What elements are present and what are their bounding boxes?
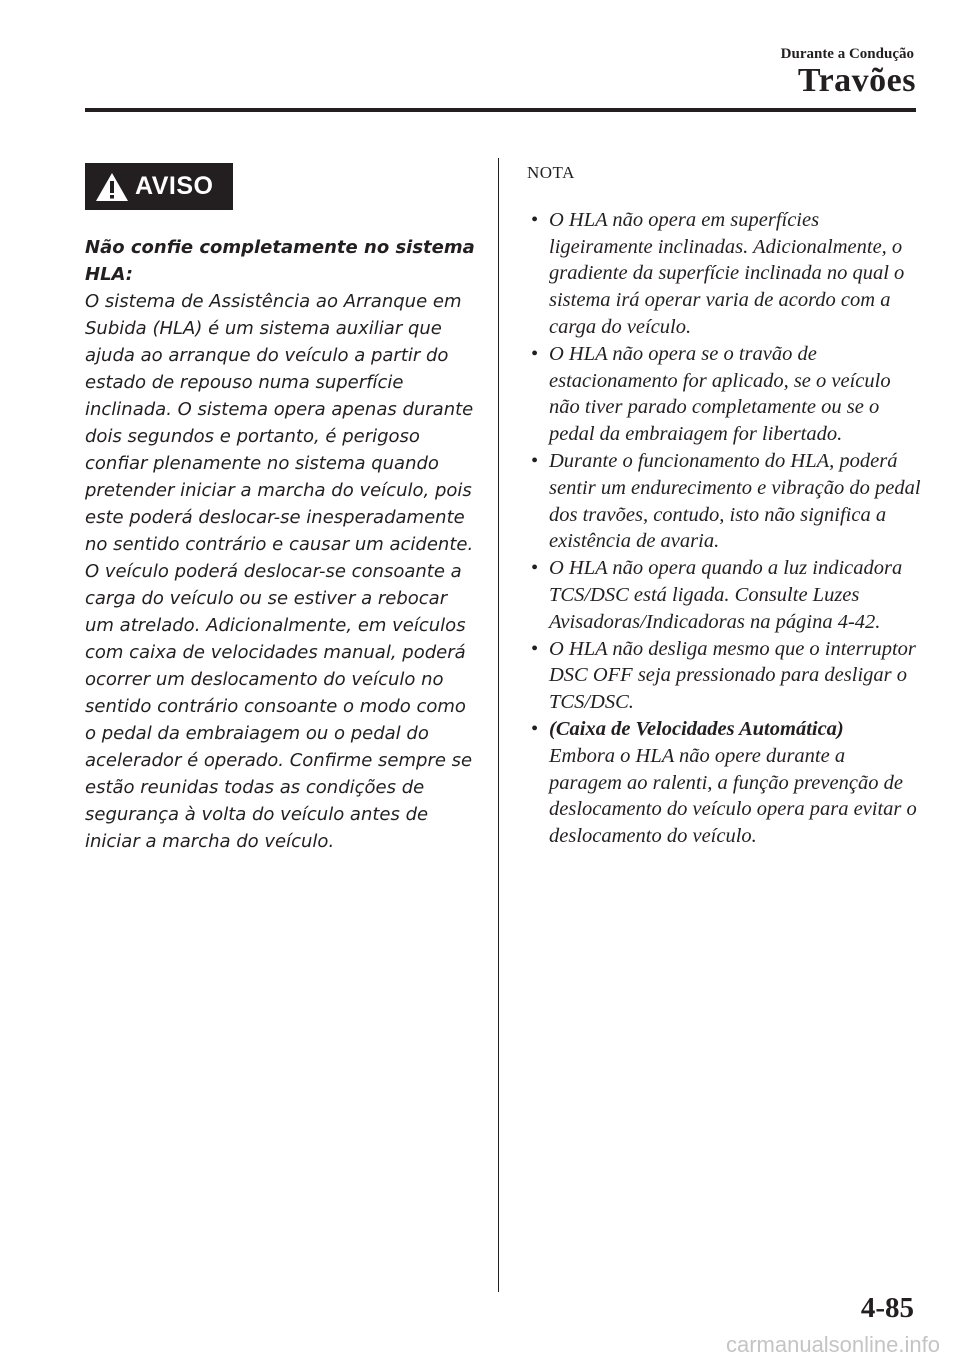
- note-item-head: (Caixa de Velocidades Automática): [549, 717, 844, 740]
- note-item-text: O HLA não opera quando a luz indicadora TCS/DSC está ligada. Consulte Luzes Avisadoras/Indicadoras na página 4-42.: [549, 557, 903, 633]
- bullet-marker: •: [531, 342, 539, 365]
- warning-body: O sistema de Assistência ao Arranque em Subida (HLA) é um sistema auxiliar que ajuda ao arranque do veículo a partir do estado de repouso numa superfície inclinada. O sistema opera apenas durante dois segundos e portanto, é perigoso confiar plenamente no sistema quando pretender iniciar a marcha do veículo, pois este poderá deslocar-se inesperadamente no sentido contrário e causar um acidente. O veículo poderá deslocar-se consoante a carga do veículo ou se estiver a rebocar um atrelado. Adicionalmente, em veículos com caixa de velocidades manual, poderá ocorrer um deslocamento do veículo no sentido contrário consoante o modo como o pedal da embraiagem ou o pedal do acelerador é operado. Confirme sempre se estão reunidas todas as condições de segurança à volta do veículo antes de iniciar a marcha do veículo.: [85, 291, 474, 852]
- section-title: Travões: [797, 62, 916, 99]
- note-item-text: O HLA não opera se o travão de estacionamento for aplicado, se o veículo não tiver parado completamente ou se o pedal da embraiagem for libertado.: [549, 342, 891, 446]
- note-title: NOTA: [527, 163, 575, 182]
- column-divider: [498, 158, 499, 1292]
- bullet-marker: •: [531, 208, 539, 231]
- bullet-marker: •: [531, 557, 539, 580]
- note-item: [527, 341, 922, 448]
- page-number: 4-85: [860, 1292, 914, 1324]
- warning-section: [85, 234, 475, 855]
- bullet-marker: •: [531, 637, 539, 660]
- note-item-text: O HLA não opera em superfícies ligeiramente inclinadas. Adicionalmente, o gradiente da superfície inclinada no qual o sistema irá operar varia de acordo com a carga do veículo.: [549, 208, 905, 338]
- note-list: [527, 207, 922, 850]
- note-item-text: Embora o HLA não opere durante a paragem ao ralenti, a função prevenção de deslocamento do veículo opera para evitar o deslocamento do veículo.: [549, 744, 917, 848]
- watermark-link[interactable]: carmanualsonline.info: [725, 1332, 940, 1357]
- note-item-text: O HLA não desliga mesmo que o interruptor DSC OFF seja pressionado para desligar o TCS/DSC.: [549, 637, 916, 714]
- header-rule: [85, 108, 916, 112]
- note-item: [527, 636, 922, 716]
- bullet-marker: •: [531, 449, 539, 472]
- note-item-text: Durante o funcionamento do HLA, poderá sentir um endurecimento e vibração do pedal dos travões, contudo, isto não significa a existência de avaria.: [549, 449, 921, 553]
- note-item: [527, 207, 922, 341]
- warning-label: AVISO: [135, 172, 214, 200]
- note-section: [527, 160, 922, 850]
- warning-triangle-icon: [95, 172, 129, 202]
- warning-heading: Não confie completamente no sistema HLA:: [85, 237, 475, 285]
- note-item: [527, 555, 922, 635]
- chapter-title: Durante a Condução: [780, 46, 914, 62]
- note-item: [527, 716, 922, 850]
- bullet-marker: •: [531, 717, 539, 740]
- warning-badge: [85, 163, 233, 210]
- note-item: [527, 448, 922, 555]
